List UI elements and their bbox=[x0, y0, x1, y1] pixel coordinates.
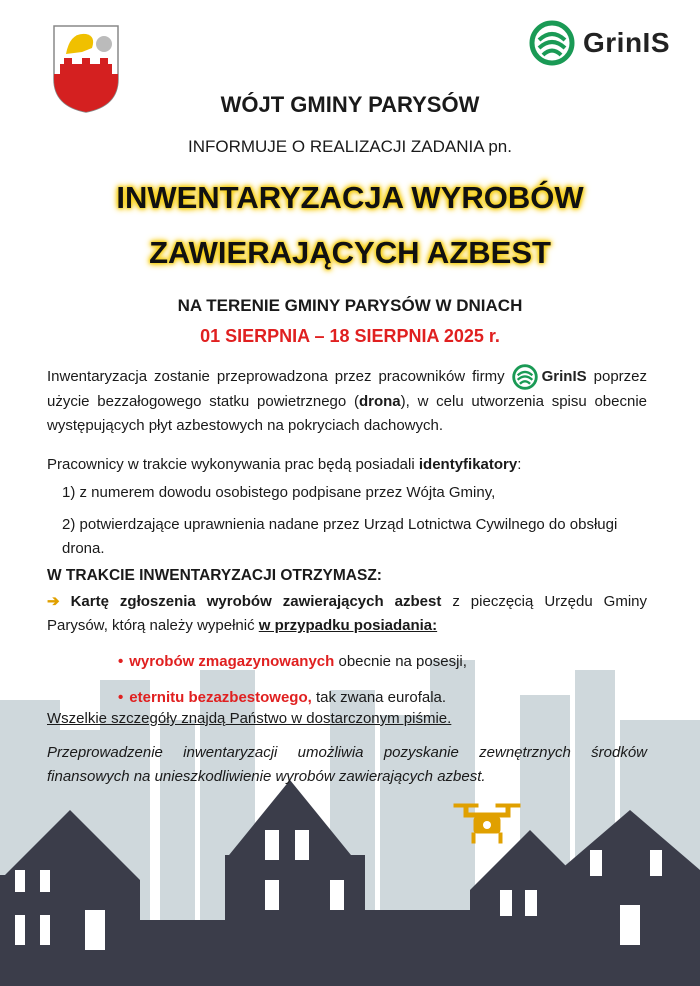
intro-paragraph: Inwentaryzacja zostanie przeprowadzona przez pracowników firmy GrinIS poprzez użycie bezzałogowego statku powietrznego (drona), w celu utworzenia spisu obecnie występujących płyt azbestowych na pokryciach dachowych. bbox=[47, 364, 647, 438]
period-label: NA TERENIE GMINY PARYSÓW W DNIACH bbox=[177, 296, 523, 315]
list-item: 1) z numerem dowodu osobistego podpisane przez Wójta Gminy, bbox=[62, 484, 496, 501]
grinis-mark-icon bbox=[529, 20, 575, 66]
list-item: • eternitu bezazbestowego, tak zwana eurofala. bbox=[118, 689, 447, 706]
inline-grinis-logo: GrinIS bbox=[512, 364, 587, 390]
task-title-line2: ZAWIERAJĄCYCH AZBEST bbox=[149, 235, 551, 270]
receive-heading: W TRAKCIE INWENTARYZACJI OTRZYMASZ: bbox=[47, 567, 382, 584]
arrow-right-icon: ➔ bbox=[47, 593, 60, 610]
details-note: Wszelkie szczegóły znajdą Państwo w dostarczonym piśmie. bbox=[47, 710, 452, 727]
task-title-line1: INWENTARYZACJA WYROBÓW bbox=[116, 180, 584, 215]
grinis-logo bbox=[529, 20, 670, 66]
grinis-mark-icon bbox=[512, 364, 538, 390]
bullet-icon: • bbox=[118, 653, 124, 670]
drone-icon bbox=[452, 800, 522, 850]
list-item: 2) potwierdzające uprawnienia nadane przez Urząd Lotnictwa Cywilnego do obsługi drona. bbox=[62, 516, 618, 557]
receive-paragraph: ➔ Kartę zgłoszenia wyrobów zawierających azbest z pieczęcią Urzędu Gminy Parysów, którą należy wypełnić w przypadku posiadania: bbox=[47, 593, 647, 634]
closing-note: Przeprowadzenie inwentaryzacji umożliwia pozyskanie zewnętrznych środków finansowych na unieszkodliwienie wyrobów zawierających azbest. bbox=[47, 744, 647, 785]
bullet-icon: • bbox=[118, 689, 124, 706]
brand-name: GrinIS bbox=[582, 27, 670, 58]
period-dates: 01 SIERPNIA – 18 SIERPNIA 2025 r. bbox=[200, 326, 500, 346]
workers-paragraph: Pracownicy w trakcie wykonywania prac będą posiadali identyfikatory: bbox=[47, 456, 522, 473]
list-item: • wyrobów zmagazynowanych obecnie na posesji, bbox=[118, 653, 467, 670]
id-requirements-list bbox=[62, 481, 647, 569]
authority-subtitle: INFORMUJE O REALIZACJI ZADANIA pn. bbox=[187, 137, 512, 156]
authority-title: WÓJT GMINY PARYSÓW bbox=[220, 92, 480, 117]
